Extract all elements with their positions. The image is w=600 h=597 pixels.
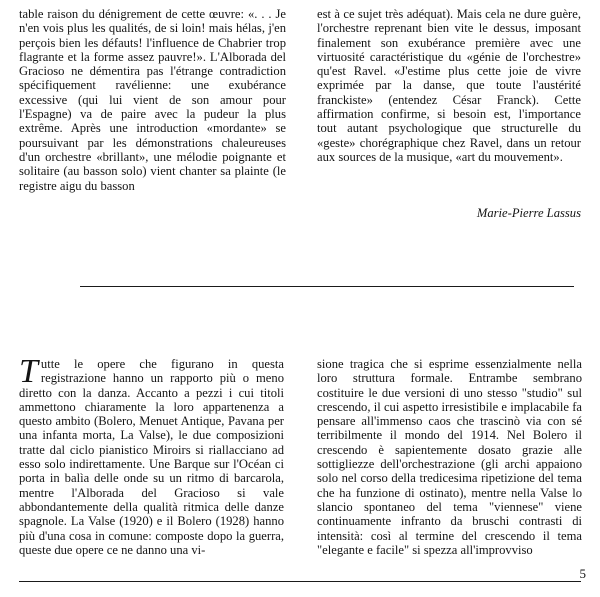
italian-paragraph-right: sione tragica che si esprime essenzialmente nella loro struttura formale. Entrambe sembrano costituire le due versioni di uno stesso "studio" sul crescendo, il cui aspetto irresistibile e implacabile fa pensare all'immenso caos che trascinò via con sé terribilmente il mondo del 1914. Nel Bolero il crescendo è sapientemente dosato grazie alle sottigliezze dell'orchestrazione (gli archi appaiono solo nel corso della tredicesima ripetizione del tema che ha funzione di ostinato), mentre nella Valse lo slancio spontaneo del tema "viennese" viene continuamente infranto da bruschi contrasti di intensità: così al termine del crescendo il tema "elegante e facile" si spezza all'improvviso (317, 357, 582, 557)
page-number: 5 (579, 566, 586, 581)
french-text-right-column (317, 7, 581, 164)
italian-text-left-column (19, 353, 284, 557)
italian-text-right-column (317, 357, 582, 557)
italian-paragraph-left-text: utte le opere che figurano in questa registrazione hanno un rapporto più o meno diretto con la danza. Accanto a pezzi i cui titoli ammettono chiaramente la loro appartenenza a questo ambito (Bolero, Menuet Antique, Pavana per una infanta morta, La Valse), le due composizioni tratte dal ciclo pianistico Miroirs si riallacciano ad esso solo indirettamente. Une Barque sur l'Océan ci porta in balìa delle onde su un ritmo di barcarola, mentre l'Alborada del Gracioso si vale abbondantemente della qualità ritmica delle danze spagnole. La Valse (1920) e il Bolero (1928) hanno più d'una cosa in comune: composte dopo la guerra, queste due opere ce ne danno una vi- (19, 357, 284, 557)
footer-rule (19, 581, 581, 582)
french-paragraph-left: table raison du dénigrement de cette œuvre: «. . . Je n'en vois plus les qualités, de si loin! mais hélas, j'en perçois bien les défauts! l'influence de Chabrier trop flagrante et la forme assez pauvre!». L'Alborada del Gracioso ne démentira pas l'étrange contradiction spécifiquement ravélienne: une exubérance excessive (qui lui vient de son amour pour l'Espagne) va de paire avec la pudeur la plus extrême. Après une introduction «mordante» se poursuivant par les démonstrations chaleureuses d'un orchestre «brillant», une mélodie poignante et solitaire (au basson solo) vient chanter sa plainte (le registre aigu du basson (19, 7, 286, 193)
french-text-left-column (19, 7, 286, 193)
author-signature: Marie-Pierre Lassus (476, 206, 581, 220)
italian-paragraph-left (19, 353, 284, 557)
drop-cap-letter: T (19, 353, 38, 390)
section-divider (80, 286, 574, 287)
french-paragraph-right: est à ce sujet très adéquat). Mais cela ne dure guère, l'orchestre reprenant bien vite le dessus, imposant finalement son exubérance première avec une virtuosité caractéristique du «génie de l'orchestre» qu'est Ravel. «J'estime plus cette joie de vivre exprimée par la danse, que toute l'austérité franckiste» (entendez César Franck). Cette affirmation confirme, si besoin est, l'importance tout autant psychologique que structurelle du «geste» chorégraphique chez Ravel, dans un retour aux sources de la musique, «art du mouvement». (317, 7, 581, 164)
